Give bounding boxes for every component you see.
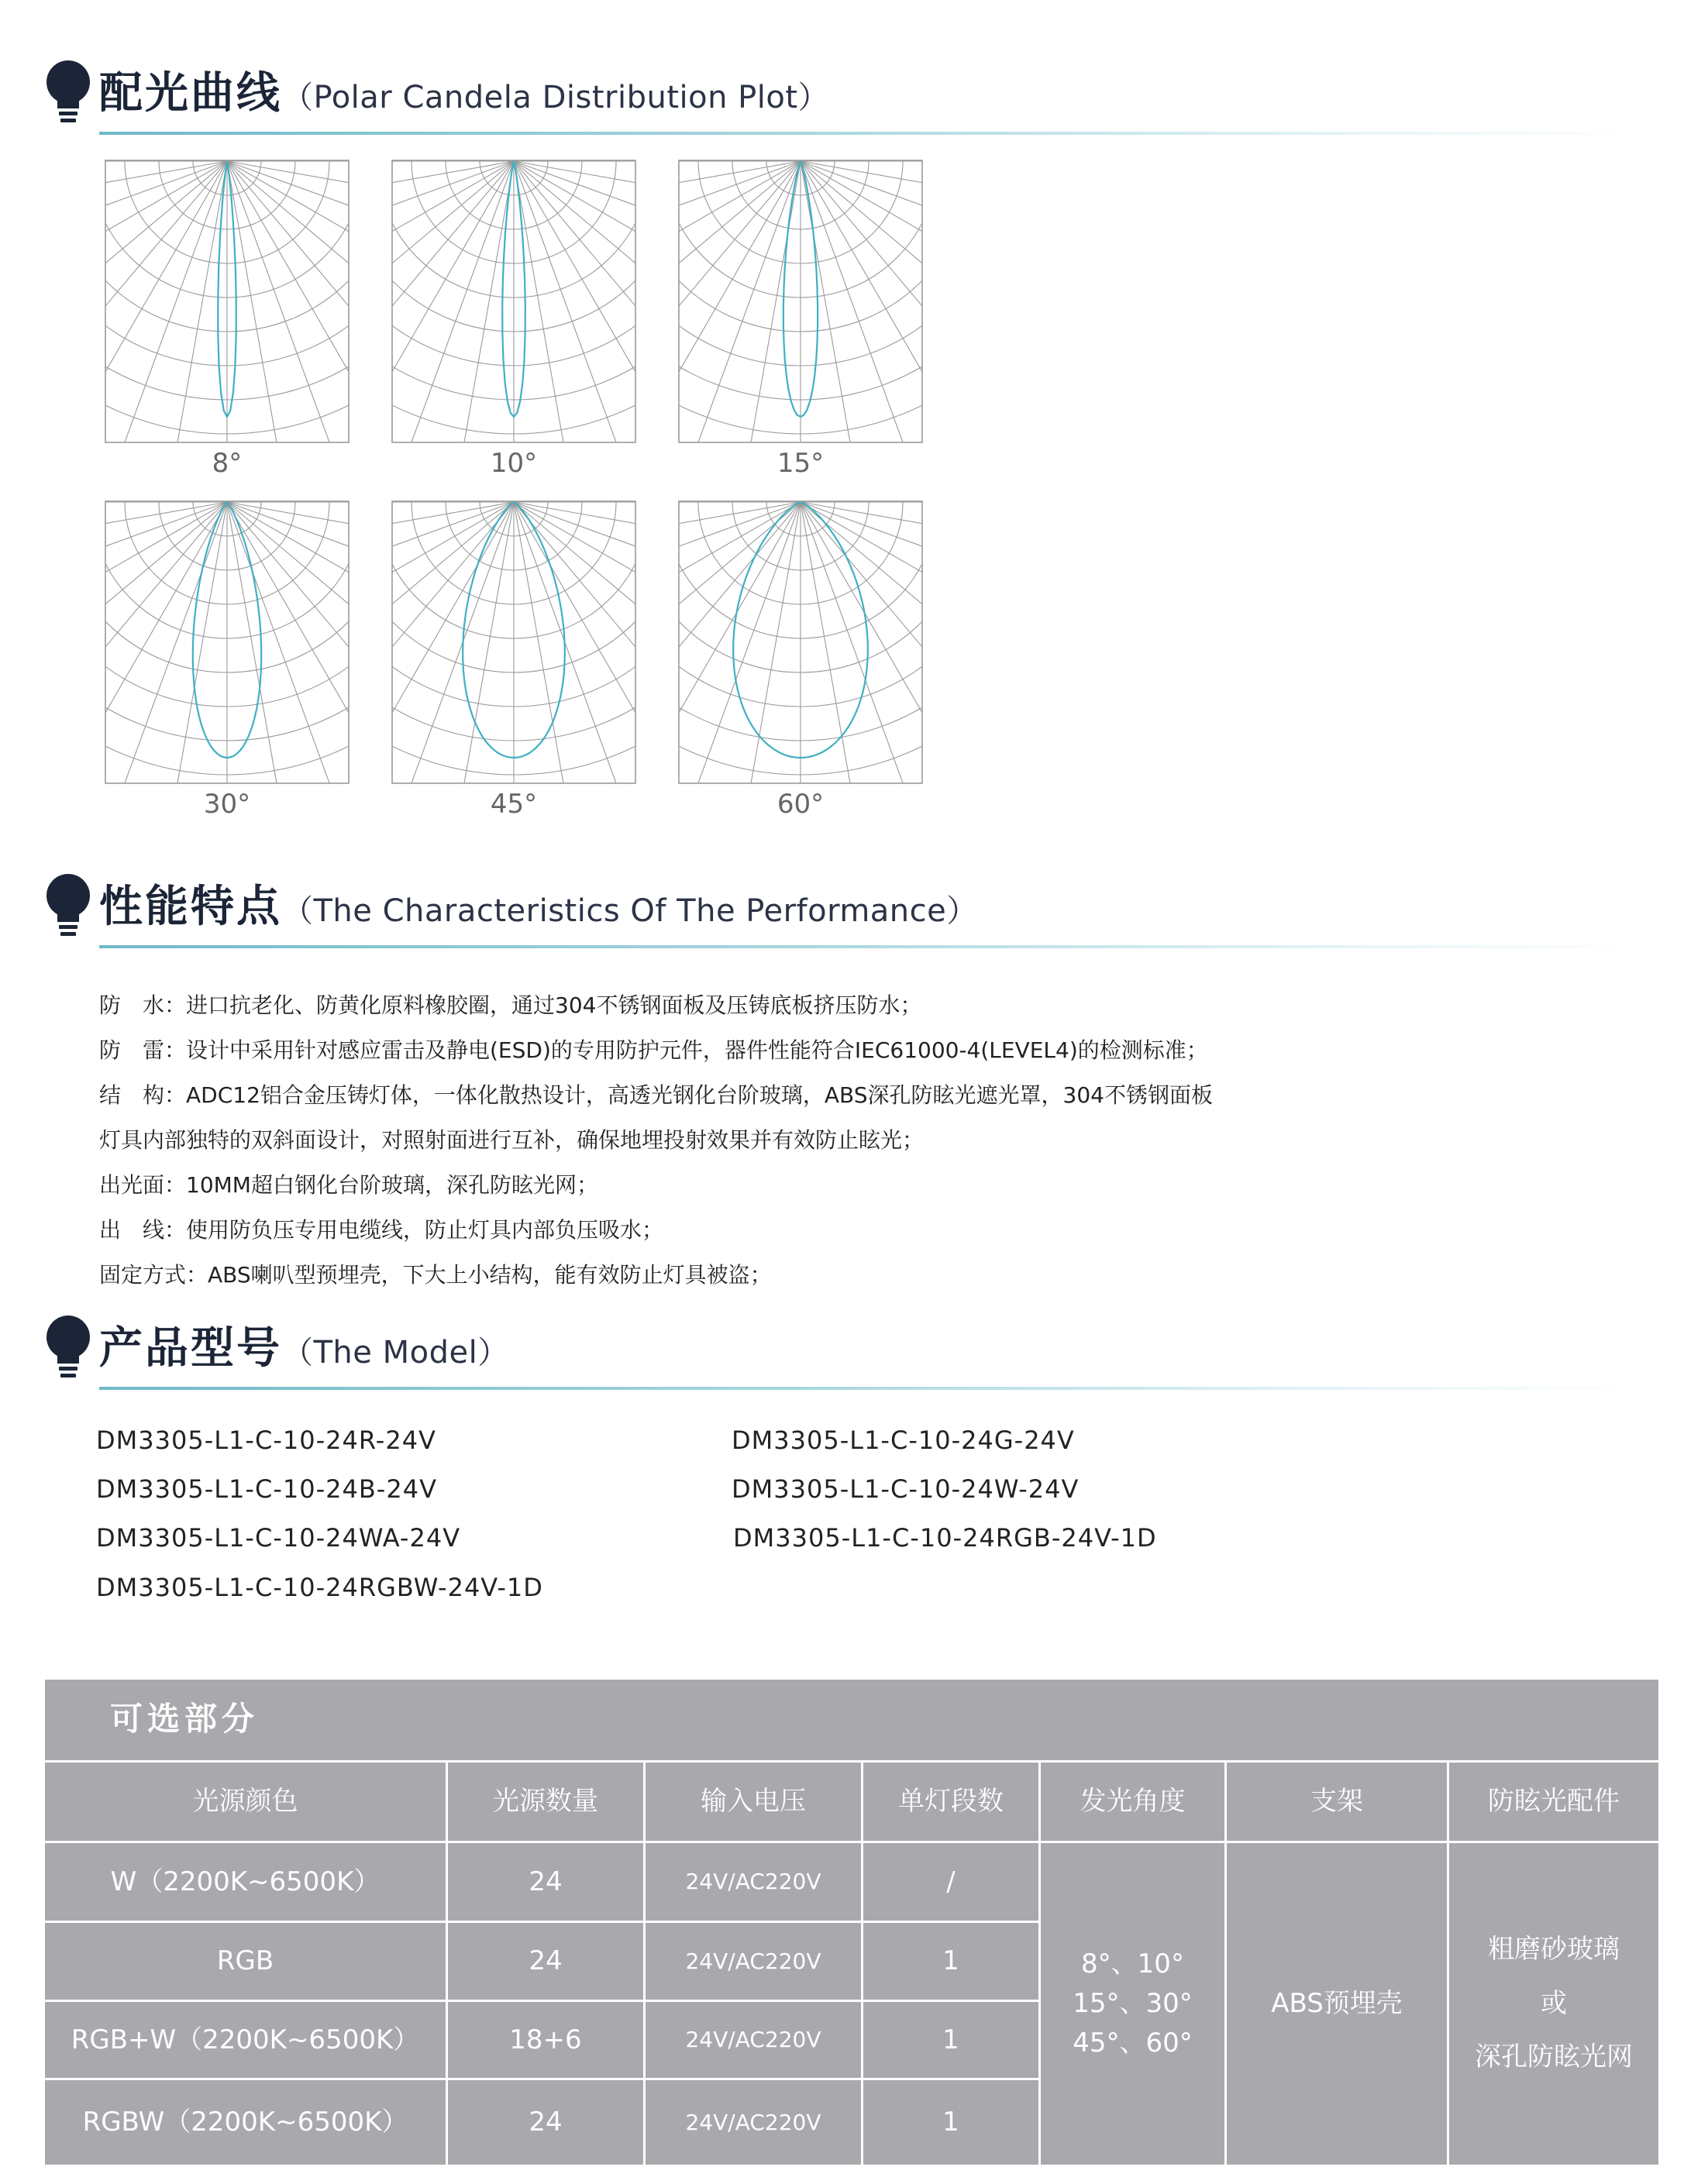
model-item: DM3305-L1-C-10-24R-24V [96, 1426, 436, 1455]
model-item: DM3305-L1-C-10-24B-24V [96, 1474, 437, 1504]
beam-angle-label: 15° [777, 448, 825, 479]
cell-segments: 1 [942, 1945, 959, 1977]
polar-plot [105, 160, 350, 479]
section-header-polar [45, 46, 1641, 139]
cell-count: 24 [529, 1945, 563, 1977]
polar-grid-chart [678, 500, 923, 787]
polar-plot [678, 160, 923, 479]
cell-voltage: 24V/AC220V [685, 1948, 821, 1974]
polar-grid-chart [105, 500, 350, 787]
cell-color: RGB [216, 1945, 274, 1977]
header-input-voltage: 输入电压 [701, 1786, 806, 1818]
cell-count: 18+6 [509, 2024, 582, 2055]
header-light-count: 光源数量 [493, 1786, 598, 1818]
cell-segments: 1 [942, 2107, 959, 2138]
cell-voltage: 24V/AC220V [685, 2109, 821, 2135]
cell-bracket: ABS预埋壳 [1271, 1988, 1403, 2020]
bulb-icon [45, 1316, 91, 1381]
section-title-model: 产品型号（The Model） [99, 1323, 509, 1374]
bulb-icon [45, 60, 91, 126]
model-item: DM3305-L1-C-10-24WA-24V [96, 1523, 461, 1553]
section-rule [99, 945, 1641, 948]
cell-color: RGB+W（2200K~6500K） [71, 2024, 420, 2055]
model-item: DM3305-L1-C-10-24RGBW-24V-1D [96, 1573, 543, 1602]
header-light-color: 光源颜色 [192, 1786, 298, 1818]
header-segments: 单灯段数 [898, 1786, 1004, 1818]
polar-grid-chart [391, 500, 636, 787]
cell-color: RGBW（2200K~6500K） [82, 2107, 408, 2138]
beam-angle-label: 45° [490, 789, 538, 820]
section-title-polar: 配光曲线（Polar Candela Distribution Plot） [99, 68, 830, 119]
cell-segments: 1 [942, 2024, 959, 2055]
feature-line-cable: 出 线：使用防负压专用电缆线，防止灯具内部负压吸水； [99, 1217, 664, 1243]
polar-plot [391, 160, 636, 479]
polar-plot [678, 500, 923, 820]
beam-angle-label: 8° [212, 448, 243, 479]
beam-angle-label: 60° [777, 789, 825, 820]
cell-count: 24 [529, 2107, 563, 2138]
cell-beam-angles: 8°、10° 15°、30° 45°、60° [1073, 1948, 1193, 2058]
polar-plot [391, 500, 636, 820]
polar-plot [105, 500, 350, 820]
model-item: DM3305-L1-C-10-24W-24V [732, 1474, 1080, 1504]
beam-angle-label: 10° [490, 448, 538, 479]
cell-voltage: 24V/AC220V [685, 2027, 821, 2053]
feature-line-structure-cont: 灯具内部独特的双斜面设计，对照射面进行互补，确保地埋投射效果并有效防止眩光； [99, 1127, 925, 1153]
section-title-features: 性能特点（The Characteristics Of The Performance） [99, 882, 978, 932]
model-item: DM3305-L1-C-10-24RGB-24V-1D [733, 1523, 1157, 1553]
header-anti-glare: 防眩光配件 [1488, 1786, 1620, 1818]
section-rule [99, 1387, 1641, 1390]
options-table [45, 1680, 1658, 2165]
section-rule [99, 132, 1641, 135]
bulb-icon [45, 874, 91, 939]
section-header-features [45, 860, 1641, 953]
options-table-title: 可选部分 [110, 1700, 260, 1738]
cell-segments: / [946, 1866, 956, 1897]
feature-line-lightning: 防 雷：设计中采用针对感应雷击及静电(ESD)的专用防护元件，器件性能符合IEC61000-4(LEVEL4)的检测标准； [99, 1037, 1208, 1063]
beam-angle-label: 30° [203, 789, 251, 820]
header-bracket: 支架 [1310, 1786, 1363, 1818]
cell-count: 24 [529, 1866, 563, 1897]
model-item: DM3305-L1-C-10-24G-24V [732, 1426, 1075, 1455]
cell-voltage: 24V/AC220V [685, 1869, 821, 1895]
polar-grid-chart [105, 160, 350, 446]
feature-line-mounting: 固定方式：ABS喇叭型预埋壳，下大上小结构，能有效防止灯具被盗； [99, 1262, 772, 1288]
header-beam-angle: 发光角度 [1080, 1786, 1186, 1818]
polar-grid-chart [391, 160, 636, 446]
cell-anti-glare: 粗磨砂玻璃 或 深孔防眩光网 [1475, 1933, 1633, 2073]
section-header-model [45, 1302, 1641, 1395]
polar-grid-chart [678, 160, 923, 446]
feature-line-waterproof: 防 水：进口抗老化、防黄化原料橡胶圈，通过304不锈钢面板及压铸底板挤压防水； [99, 992, 922, 1018]
feature-line-light-surface: 出光面：10MM超白钢化台阶玻璃，深孔防眩光网； [99, 1172, 598, 1198]
feature-line-structure: 结 构：ADC12铝合金压铸灯体，一体化散热设计，高透光钢化台阶玻璃，ABS深孔防眩光遮光罩，304不锈钢面板 [99, 1082, 1213, 1108]
cell-color: W（2200K~6500K） [110, 1866, 381, 1897]
